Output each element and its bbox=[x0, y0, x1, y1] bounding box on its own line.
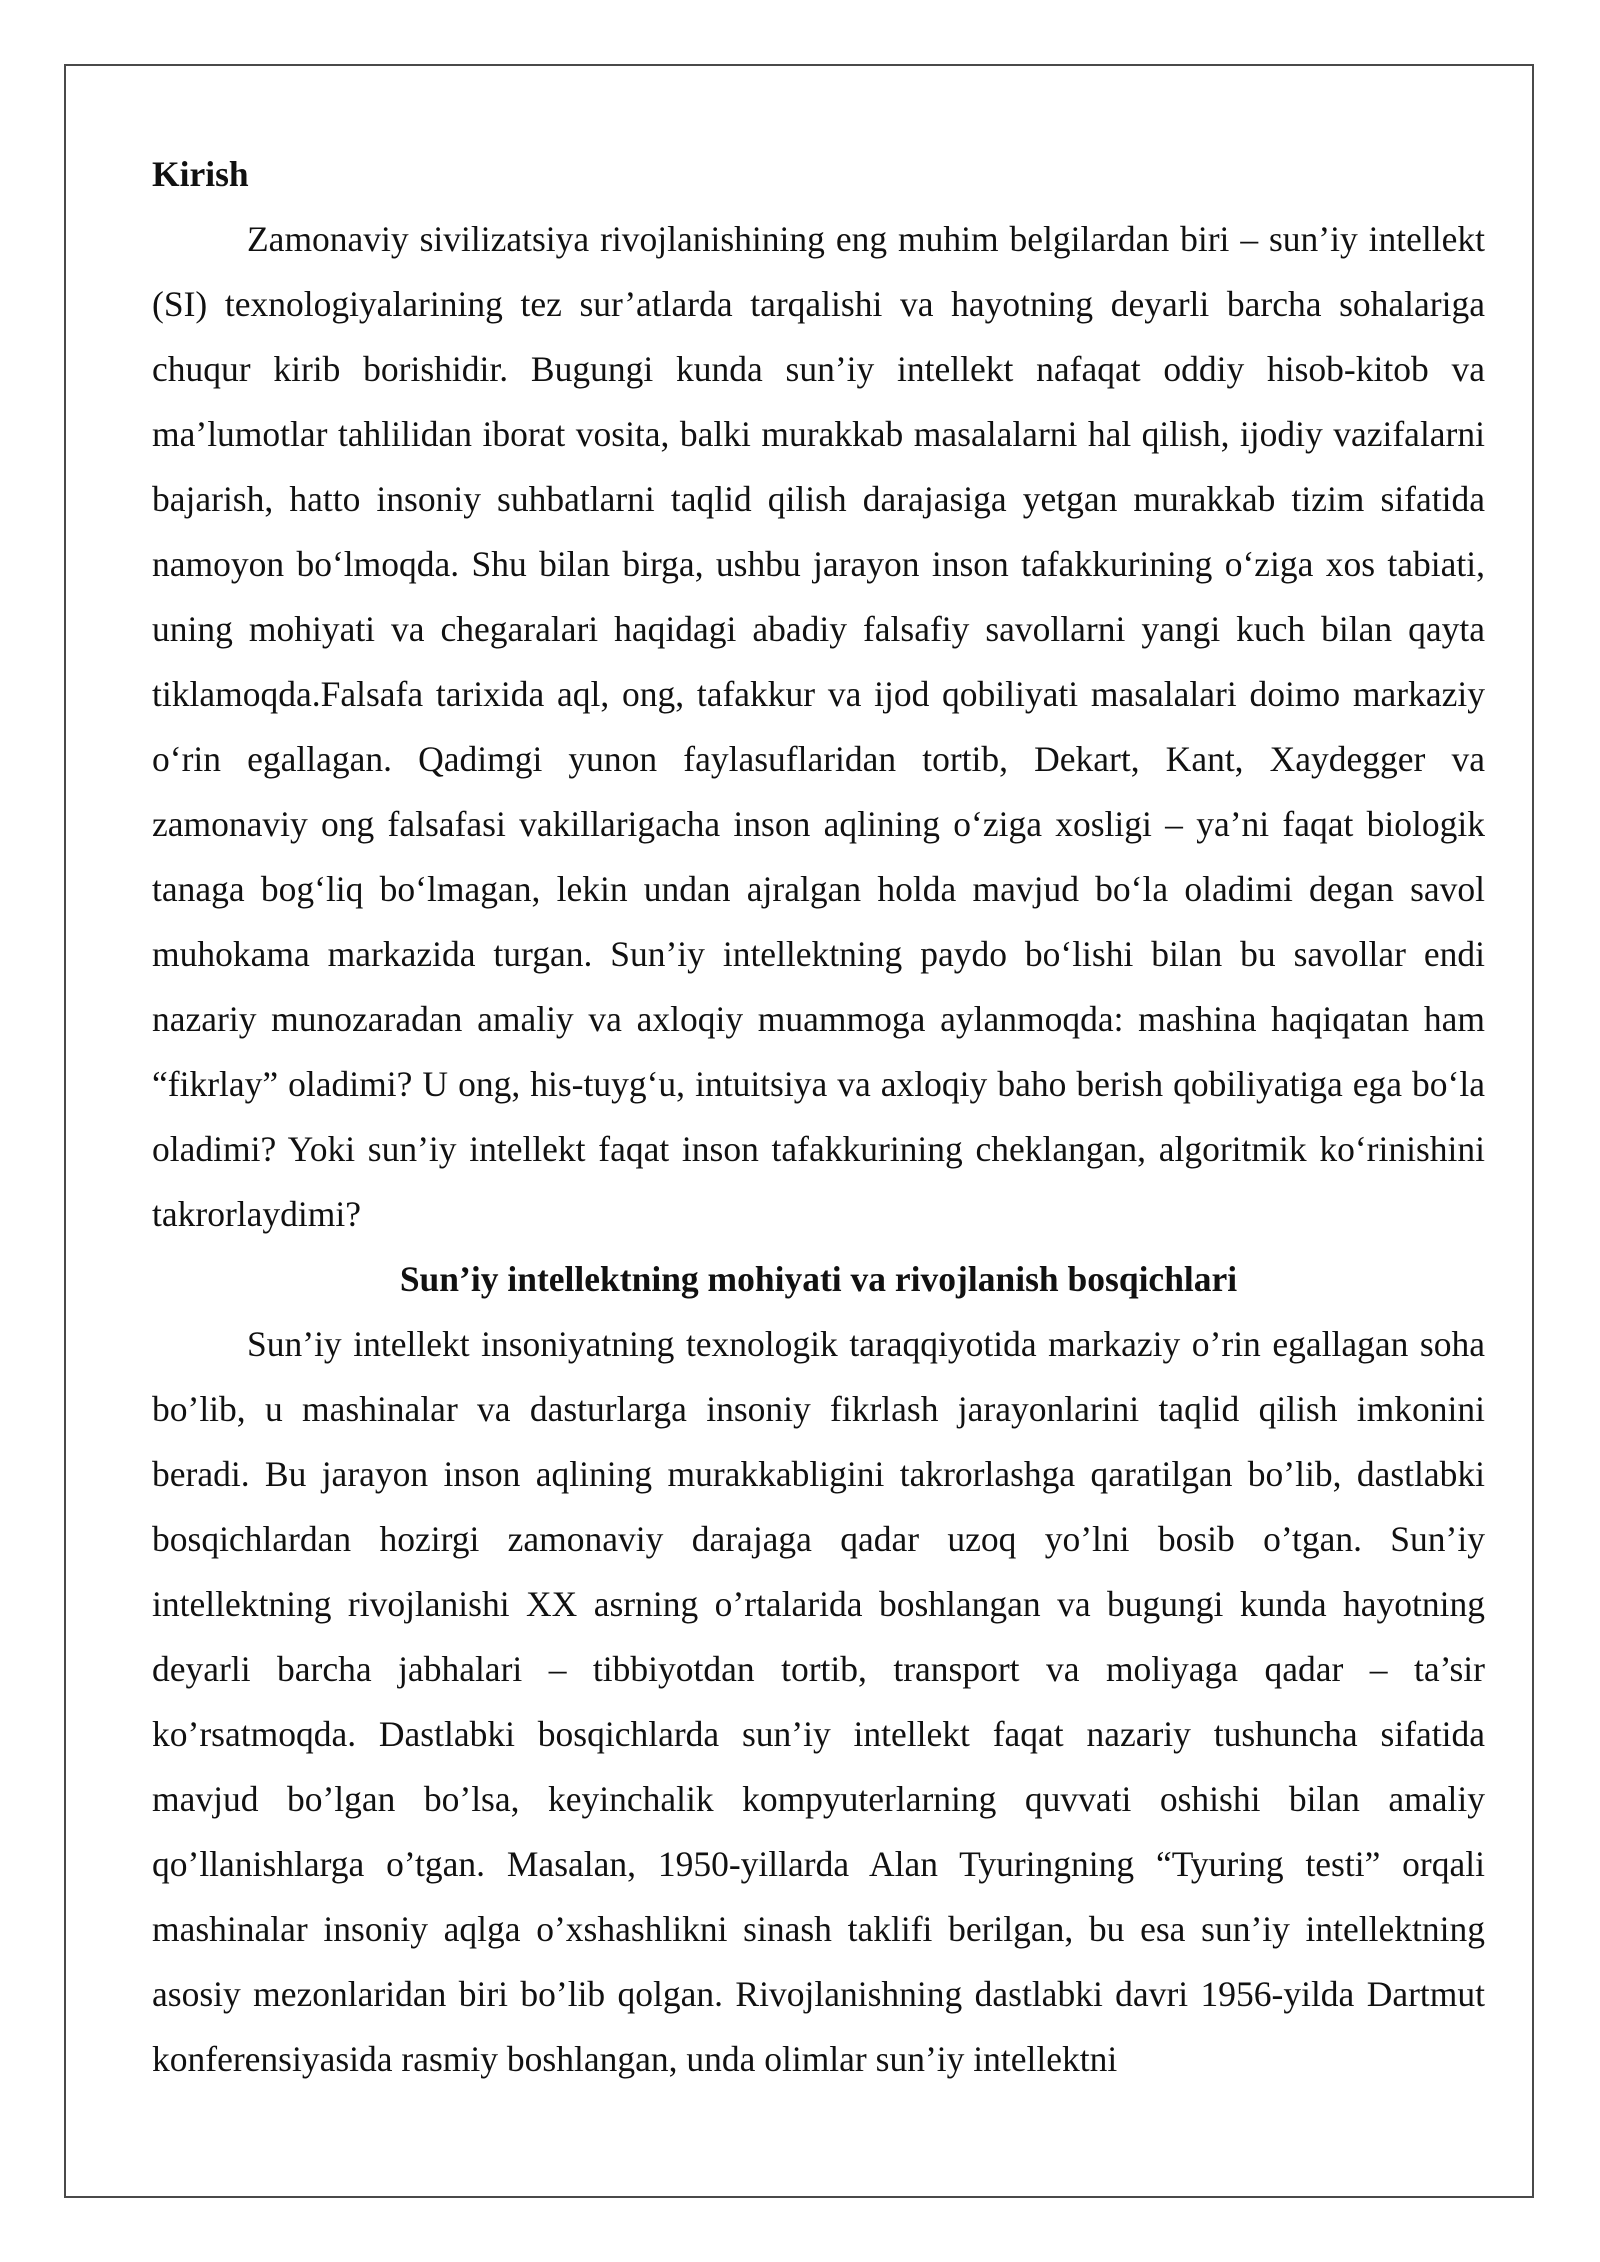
introduction-paragraph: Zamonaviy sivilizatsiya rivojlanishining eng muhim belgilardan biri – sun’iy intellekt (SI) texnologiyalarining tez sur’atlarda tarqalishi va hayotning deyarli barcha sohalariga chuqur kirib borishidir. Bugungi kunda sun’iy intellekt nafaqat oddiy hisob-kitob va ma’lumotlar tahlilidan iborat vosita, balki murakkab masalalarni hal qilish, ijodiy vazifalarni bajarish, hatto insoniy suhbatlarni taqlid qilish darajasiga yetgan murakkab tizim sifatida namoyon boʻlmoqda. Shu bilan birga, ushbu jarayon inson tafakkurining oʻziga xos tabiati, uning mohiyati va chegaralari haqidagi abadiy falsafiy savollarni yangi kuch bilan qayta tiklamoqda.Falsafa tarixida aql, ong, tafakkur va ijod qobiliyati masalalari doimo markaziy oʻrin egallagan. Qadimgi yunon faylasuflaridan tortib, Dekart, Kant, Xaydegger va zamonaviy ong falsafasi vakillarigacha inson aqlining oʻziga xosligi – ya’ni faqat biologik tanaga bogʻliq boʻlmagan, lekin undan ajralgan holda mavjud boʻla oladimi degan savol muhokama markazida turgan. Sun’iy intellektning paydo boʻlishi bilan bu savollar endi nazariy munozaradan amaliy va axloqiy muammoga aylanmoqda: mashina haqiqatan ham “fikrlay” oladimi? U ong, his-tuygʻu, intuitsiya va axloqiy baho berish qobiliyatiga ega boʻla oladimi? Yoki sun’iy intellekt faqat inson tafakkurining cheklangan, algoritmik koʻrinishini takrorlaydimi? bbox=[152, 219, 1485, 1234]
document-body bbox=[152, 142, 1485, 2092]
ai-essence-paragraph: Sun’iy intellekt insoniyatning texnologik taraqqiyotida markaziy o’rin egallagan soha bo’lib, u mashinalar va dasturlarga insoniy fikrlash jarayonlarini taqlid qilish imkonini beradi. Bu jarayon inson aqlining murakkabligini takrorlashga qaratilgan bo’lib, dastlabki bosqichlardan hozirgi zamonaviy darajaga qadar uzoq yo’lni bosib o’tgan. Sun’iy intellektning rivojlanishi XX asrning o’rtalarida boshlangan va bugungi kunda hayotning deyarli barcha jabhalari – tibbiyotdan tortib, transport va moliyaga qadar – ta’sir ko’rsatmoqda. Dastlabki bosqichlarda sun’iy intellekt faqat nazariy tushuncha sifatida mavjud bo’lgan bo’lsa, keyinchalik kompyuterlarning quvvati oshishi bilan amaliy qo’llanishlarga o’tgan. Masalan, 1950-yillarda Alan Tyuringning “Tyuring testi” orqali mashinalar insoniy aqlga o’xshashlikni sinash taklifi berilgan, bu esa sun’iy intellektning asosiy mezonlaridan biri bo’lib qolgan. Rivojlanishning dastlabki davri 1956-yilda Dartmut konferensiyasida rasmiy boshlangan, unda olimlar sun’iy intellektni bbox=[152, 1324, 1485, 2079]
section-title-ai-essence: Sun’iy intellektning mohiyati va rivojlanish bosqichlari bbox=[399, 1259, 1238, 1299]
section-title-introduction: Kirish bbox=[152, 154, 249, 194]
